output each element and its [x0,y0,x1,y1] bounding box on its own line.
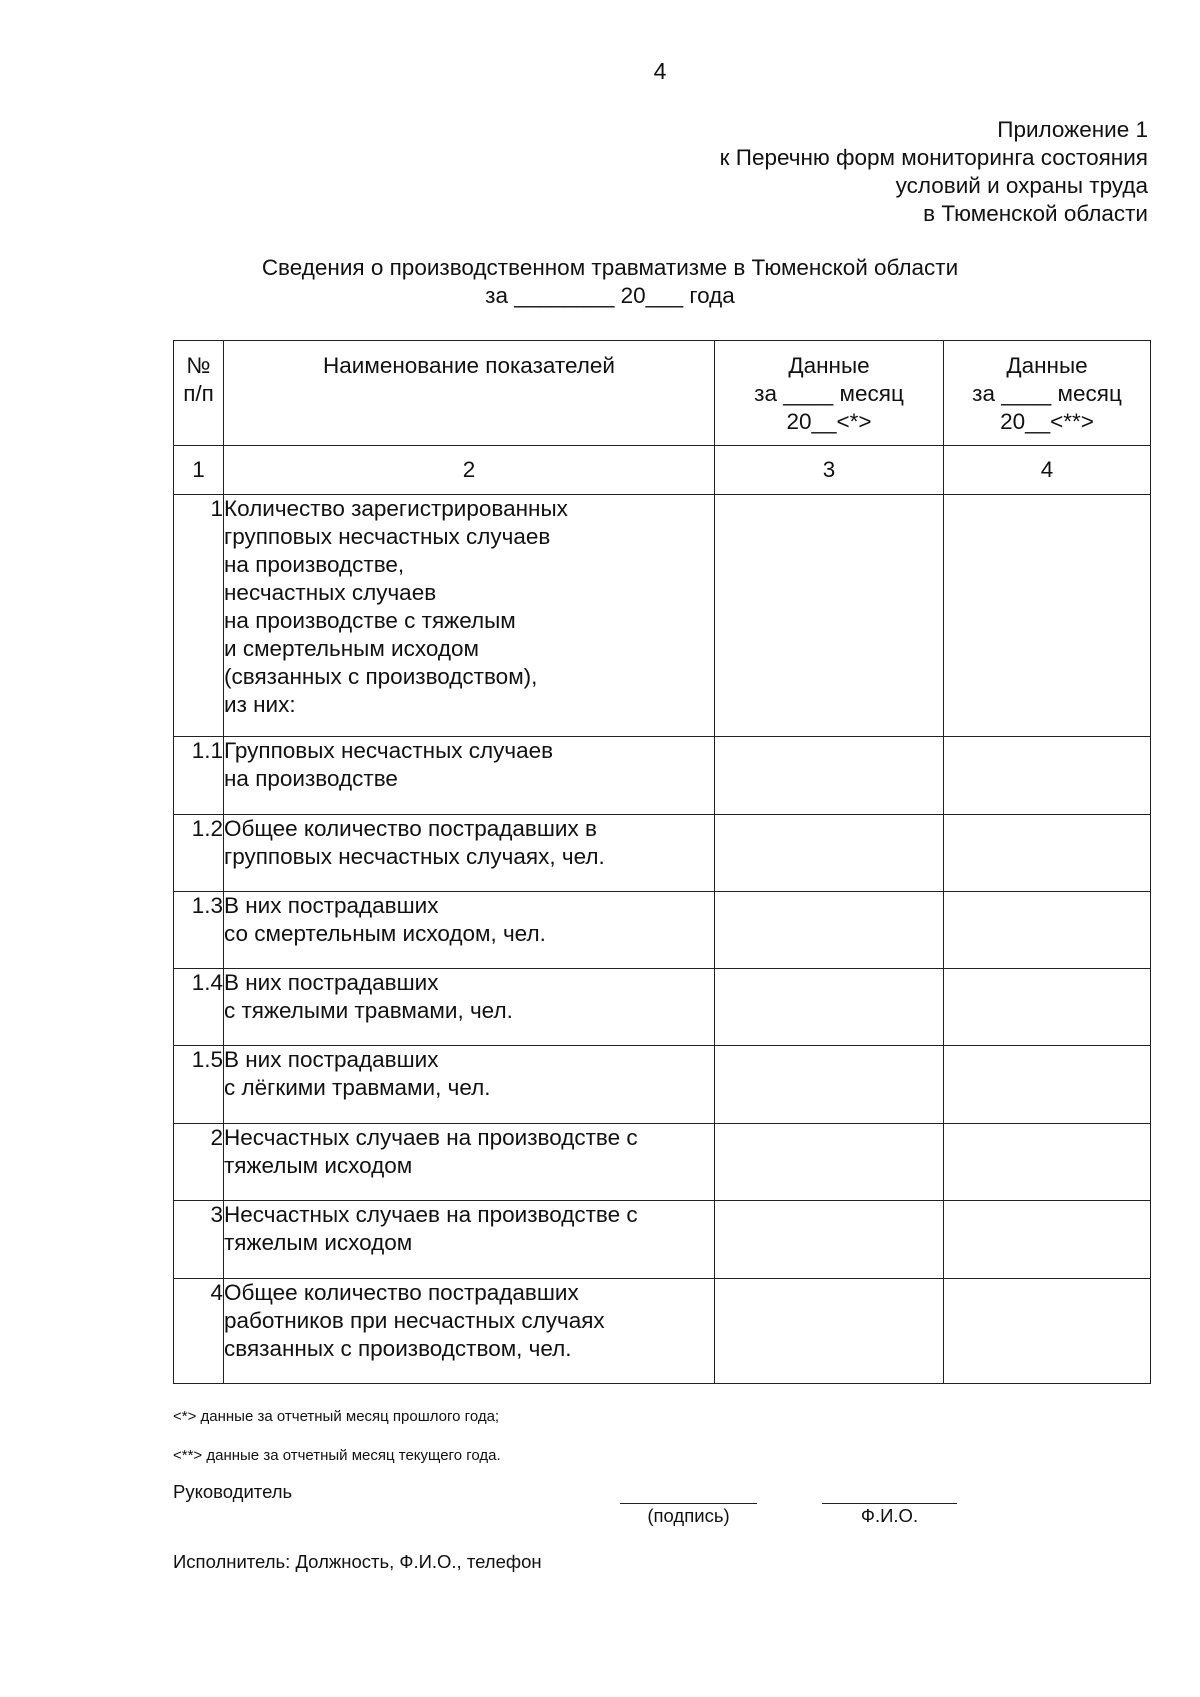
table-row [174,1201,1151,1279]
row-text-line: В них пострадавших [224,893,439,918]
column-number: 1 [174,446,224,495]
row-text-line: групповых несчастных случаев [224,524,551,549]
row-indicator-name [224,815,715,892]
page-number: 4 [653,58,667,84]
table-row [174,495,1151,737]
row-text-line: Несчастных случаев на производстве с [224,1125,638,1150]
row-number: 1.3 [174,892,224,969]
header-name-text: Наименование показателей [323,353,615,378]
row-text-line: со смертельным исходом, чел. [224,921,546,946]
header-data-previous-year [715,341,944,446]
row-indicator-name [224,495,715,737]
data-cell-previous[interactable] [715,1124,944,1201]
table-row [174,1046,1151,1124]
footnote-previous-year: <*> данные за отчетный месяц прошлого года; [173,1408,500,1425]
row-text-line: несчастных случаев [224,580,437,605]
row-text-line: Общее количество пострадавших [224,1280,579,1305]
data-cell-current[interactable] [944,815,1151,892]
row-text-line: и смертельным исходом [224,636,480,661]
manager-label: Руководитель [173,1481,293,1502]
row-text-line: работников при несчастных случаях [224,1308,605,1333]
row-number: 3 [174,1201,224,1279]
row-text-line: Групповых несчастных случаев [224,738,554,763]
data-cell-current[interactable] [944,1201,1151,1279]
row-text-line: связанных с производством, чел. [224,1336,572,1361]
data-cell-current[interactable] [944,737,1151,815]
row-text-line: Количество зарегистрированных [224,496,568,521]
signature-caption: (подпись) [647,1505,730,1526]
header-col3-line: за ____ месяц [754,381,904,406]
title-line-2: за ________ 20___ года [485,283,735,308]
row-indicator-name [224,1046,715,1124]
table-row [174,1124,1151,1201]
appendix-line: к Перечню форм мониторинга состояния [719,145,1148,170]
row-text-line: на производстве, [224,552,405,577]
data-cell-current[interactable] [944,495,1151,737]
column-number: 3 [715,446,944,495]
row-text-line: с тяжелыми травмами, чел. [224,998,513,1023]
row-text-line: с лёгкими травмами, чел. [224,1075,491,1100]
header-number [174,341,224,446]
table-row [174,892,1151,969]
table-row [174,815,1151,892]
header-number-line: № [186,353,211,378]
header-col3-line: 20__<*> [786,409,872,434]
header-col3-line: Данные [788,353,870,378]
name-caption: Ф.И.О. [860,1505,919,1526]
header-col4-line: за ____ месяц [972,381,1122,406]
data-cell-previous[interactable] [715,1201,944,1279]
row-text-line: групповых несчастных случаях, чел. [224,844,605,869]
row-text-line: тяжелым исходом [224,1230,413,1255]
executor-line: Исполнитель: Должность, Ф.И.О., телефон [173,1551,542,1572]
row-text-line: из них: [224,692,296,717]
header-number-line: п/п [183,381,214,406]
row-text-line: Несчастных случаев на производстве с [224,1202,638,1227]
row-number: 1.2 [174,815,224,892]
row-indicator-name [224,1201,715,1279]
data-cell-current[interactable] [944,1124,1151,1201]
data-cell-current[interactable] [944,1046,1151,1124]
data-cell-previous[interactable] [715,892,944,969]
appendix-header [720,116,1148,228]
row-text-line: В них пострадавших [224,1047,439,1072]
row-number: 1.5 [174,1046,224,1124]
row-indicator-name [224,892,715,969]
row-indicator-name [224,1124,715,1201]
row-text-line: тяжелым исходом [224,1153,413,1178]
data-cell-previous[interactable] [715,969,944,1046]
header-data-current-year [944,341,1151,446]
data-cell-previous[interactable] [715,1279,944,1384]
injury-statistics-table [173,340,1151,1384]
name-line[interactable] [822,1503,957,1504]
appendix-line: Приложение 1 [997,117,1148,142]
row-text-line: Общее количество пострадавших в [224,816,597,841]
data-cell-previous[interactable] [715,815,944,892]
data-cell-previous[interactable] [715,737,944,815]
table-row [174,737,1151,815]
row-indicator-name [224,737,715,815]
row-text-line: на производстве с тяжелым [224,608,516,633]
header-indicator-name [224,341,715,446]
data-cell-current[interactable] [944,1279,1151,1384]
column-number-row [174,446,1151,495]
row-number: 1.4 [174,969,224,1046]
data-cell-previous[interactable] [715,495,944,737]
row-number: 2 [174,1124,224,1201]
title-line-1: Сведения о производственном травматизме в Тюменской области [261,255,959,280]
table-header-row [174,341,1151,446]
column-number: 2 [224,446,715,495]
row-text-line: (связанных с производством), [224,664,538,689]
data-cell-current[interactable] [944,892,1151,969]
row-number: 1.1 [174,737,224,815]
row-indicator-name [224,969,715,1046]
row-text-line: В них пострадавших [224,970,439,995]
row-number: 1 [174,495,224,737]
column-number: 4 [944,446,1151,495]
header-col4-line: 20__<**> [1000,409,1094,434]
table-row [174,969,1151,1046]
header-col4-line: Данные [1006,353,1088,378]
data-cell-previous[interactable] [715,1046,944,1124]
row-text-line: на производстве [224,766,398,791]
document-title [0,254,1200,310]
signature-line[interactable] [620,1503,757,1504]
data-cell-current[interactable] [944,969,1151,1046]
footnote-current-year: <**> данные за отчетный месяц текущего года. [173,1447,501,1464]
appendix-line: в Тюменской области [923,201,1148,226]
row-number: 4 [174,1279,224,1384]
table-row [174,1279,1151,1384]
row-indicator-name [224,1279,715,1384]
appendix-line: условий и охраны труда [895,173,1148,198]
